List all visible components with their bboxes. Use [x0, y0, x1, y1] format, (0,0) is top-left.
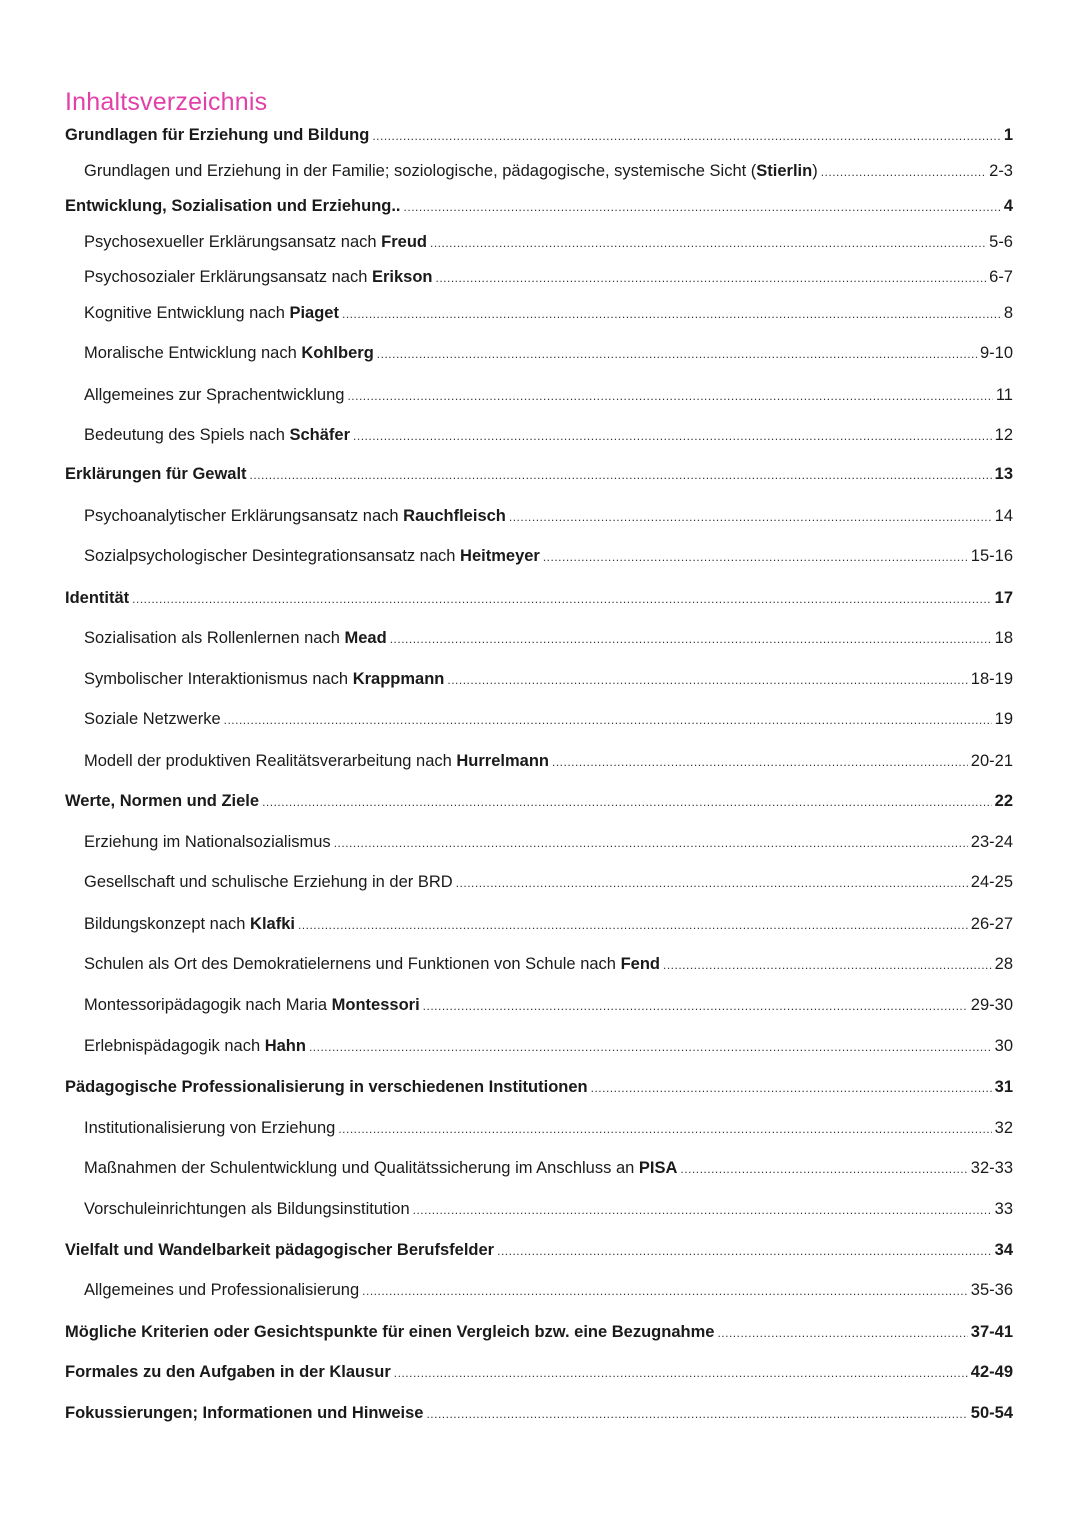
toc-page-number: 6-7	[989, 268, 1013, 286]
toc-page-number: 22	[994, 792, 1013, 810]
toc-entry-text: Mögliche Kriterien oder Gesichtspunkte für einen Vergleich bzw. eine Bezugnahme	[65, 1323, 715, 1341]
toc-entry-author: Schäfer	[289, 426, 351, 444]
toc-chapter-row[interactable]	[65, 792, 1013, 816]
toc-section-row[interactable]	[84, 547, 1013, 571]
toc-dot-leader	[552, 755, 968, 769]
toc-dot-leader	[250, 468, 992, 482]
toc-dot-leader	[334, 836, 968, 850]
toc-dot-leader	[338, 1122, 991, 1136]
toc-entry-title	[84, 670, 444, 689]
toc-dot-leader	[372, 129, 1001, 143]
toc-page-number: 18-19	[970, 670, 1013, 688]
toc-page-number: 37-41	[970, 1323, 1013, 1341]
toc-entry-text: Allgemeines zur Sprachentwicklung	[84, 386, 345, 404]
toc-page-number: 1	[1003, 126, 1013, 144]
toc-entry-title	[84, 833, 331, 852]
toc-entry-title	[84, 426, 350, 445]
toc-entry-text: Formales zu den Aufgaben in der Klausur	[65, 1363, 391, 1381]
toc-entry-text: Sozialpsychologischer Desintegrationsansatz nach	[84, 547, 461, 565]
toc-entry-text: Gesellschaft und schulische Erziehung in der BRD	[84, 873, 453, 891]
toc-section-row[interactable]	[84, 1037, 1013, 1061]
toc-section-row[interactable]	[84, 752, 1013, 776]
toc-dot-leader	[342, 307, 1001, 321]
toc-section-row[interactable]	[84, 915, 1013, 939]
toc-section-row[interactable]	[84, 629, 1013, 653]
toc-entry-title	[84, 507, 506, 526]
toc-section-row[interactable]	[84, 710, 1013, 734]
toc-chapter-row[interactable]	[65, 589, 1013, 613]
toc-entry-title	[84, 1200, 410, 1219]
toc-chapter-row[interactable]	[65, 197, 1013, 221]
toc-page-number: 5-6	[989, 233, 1013, 251]
toc-page-number: 9-10	[979, 344, 1013, 362]
toc-page-number: 18	[994, 629, 1013, 647]
toc-chapter-row[interactable]	[65, 126, 1013, 150]
toc-entry-text: Kognitive Entwicklung nach	[84, 304, 290, 322]
toc-entry-title	[84, 386, 344, 405]
toc-entry-title	[84, 1119, 335, 1138]
toc-entry-author: Mead	[344, 629, 387, 647]
toc-page-number: 24-25	[970, 873, 1013, 891]
toc-page-number: 31	[994, 1078, 1013, 1096]
toc-page-number: 13	[994, 465, 1013, 483]
toc-entry-text: Institutionalisierung von Erziehung	[84, 1119, 336, 1137]
toc-entry-title	[84, 873, 453, 892]
toc-page-number: 14	[994, 507, 1013, 525]
toc-dot-leader	[430, 236, 986, 250]
toc-dot-leader	[423, 999, 968, 1013]
toc-entry-author: Heitmeyer	[460, 547, 540, 565]
toc-dot-leader	[390, 632, 992, 646]
toc-dot-leader	[309, 1040, 992, 1054]
toc-page-number: 50-54	[970, 1404, 1013, 1422]
toc-entry-title	[84, 268, 433, 287]
toc-section-row[interactable]	[84, 1200, 1013, 1224]
toc-page-number: 26-27	[970, 915, 1013, 933]
toc-entry-author: Freud	[381, 233, 427, 251]
toc-page-number: 2-3	[989, 162, 1013, 180]
toc-page-number: 32-33	[970, 1159, 1013, 1177]
toc-entry-title	[84, 629, 387, 648]
toc-entry-author: Montessori	[331, 996, 420, 1014]
toc-entry-text: Sozialisation als Rollenlernen nach	[84, 629, 345, 647]
toc-entry-text: Pädagogische Professionalisierung in verschiedenen Institutionen	[65, 1078, 588, 1096]
toc-entry-text: Montessoripädagogik nach Maria	[84, 996, 332, 1014]
toc-section-row[interactable]	[84, 873, 1013, 897]
toc-entry-title	[65, 126, 369, 145]
toc-entry-author: Fend	[620, 955, 660, 973]
toc-page-number: 33	[994, 1200, 1013, 1218]
toc-page-number: 11	[995, 386, 1013, 404]
toc-entry-author: Piaget	[289, 304, 339, 322]
toc-entry-title	[84, 344, 374, 363]
toc-entry-text: Erlebnispädagogik nach	[84, 1037, 265, 1055]
toc-entry-title	[65, 1363, 391, 1382]
toc-entry-text: Identität	[65, 589, 130, 607]
toc-entry-title	[84, 1159, 677, 1178]
toc-entry-text: Schulen als Ort des Demokratielernens und Funktionen von Schule nach	[84, 955, 621, 973]
toc-entry-text: Werte, Normen und Ziele	[65, 792, 260, 810]
toc-dot-leader	[362, 1284, 968, 1298]
toc-page-number: 34	[994, 1241, 1013, 1259]
toc-page-number: 42-49	[970, 1363, 1013, 1381]
toc-entry-title	[84, 547, 540, 566]
toc-dot-leader	[426, 1407, 967, 1421]
toc-entry-title	[65, 1323, 714, 1342]
toc-page-number: 29-30	[970, 996, 1013, 1014]
toc-entry-text: Psychoanalytischer Erklärungsansatz nach	[84, 507, 404, 525]
toc-entry-text: Entwicklung, Sozialisation und Erziehung..	[65, 197, 401, 215]
toc-page-number: 8	[1003, 304, 1013, 322]
toc-page-number: 17	[994, 589, 1013, 607]
toc-entry-author: Rauchfleisch	[403, 507, 506, 525]
toc-section-row[interactable]	[84, 1281, 1013, 1305]
toc-dot-leader	[377, 347, 977, 361]
toc-entry-title	[84, 233, 427, 252]
toc-section-row[interactable]	[84, 670, 1013, 694]
toc-entry-title	[84, 304, 339, 323]
toc-entry-title	[65, 197, 401, 216]
toc-dot-leader	[717, 1326, 967, 1340]
toc-entry-title	[65, 1078, 588, 1097]
toc-dot-leader	[447, 673, 967, 687]
toc-entry-text: Bildungskonzept nach	[84, 915, 251, 933]
toc-entry-author: Hurrelmann	[456, 752, 549, 770]
toc-page-number: 4	[1003, 197, 1013, 215]
toc-entry-text: Grundlagen für Erziehung und Bildung	[65, 126, 370, 144]
toc-dot-leader	[543, 550, 968, 564]
page-title: Inhaltsverzeichnis	[65, 88, 268, 116]
toc-dot-leader	[353, 429, 992, 443]
toc-section-row[interactable]	[84, 304, 1013, 328]
toc-dot-leader	[298, 918, 968, 932]
toc-page-number: 12	[994, 426, 1013, 444]
toc-entry-title	[84, 955, 660, 974]
toc-chapter-row[interactable]	[65, 1363, 1013, 1387]
toc-entry-title	[65, 465, 247, 484]
toc-section-row[interactable]	[84, 1159, 1013, 1183]
toc-entry-title	[65, 1404, 423, 1423]
toc-entry-author: Kohlberg	[301, 344, 374, 362]
toc-chapter-row[interactable]	[65, 1323, 1013, 1347]
toc-entry-author: PISA	[638, 1159, 678, 1177]
toc-section-row[interactable]	[84, 344, 1013, 368]
toc-dot-leader	[132, 592, 991, 606]
toc-entry-text: Symbolischer Interaktionismus nach	[84, 670, 353, 688]
toc-chapter-row[interactable]	[65, 1078, 1013, 1102]
toc-dot-leader	[224, 713, 992, 727]
toc-entry-author: Stierlin	[756, 162, 813, 180]
toc-entry-title	[84, 1037, 306, 1056]
toc-chapter-row[interactable]	[65, 465, 1013, 489]
toc-entry-author: Hahn	[264, 1037, 306, 1055]
toc-entry-text: Maßnahmen der Schulentwicklung und Qualitätssicherung im Anschluss an	[84, 1159, 639, 1177]
toc-page-number: 30	[994, 1037, 1013, 1055]
toc-dot-leader	[347, 389, 992, 403]
toc-dot-leader	[413, 1203, 992, 1217]
toc-entry-suffix: )	[812, 162, 818, 180]
toc-chapter-row[interactable]	[65, 1404, 1013, 1428]
toc-entry-text: Erziehung im Nationalsozialismus	[84, 833, 331, 851]
toc-section-row[interactable]	[84, 233, 1013, 257]
toc-entry-title	[84, 710, 221, 729]
toc-entry-text: Bedeutung des Spiels nach	[84, 426, 290, 444]
toc-page-number: 19	[994, 710, 1013, 728]
toc-entry-title	[84, 752, 549, 771]
toc-entry-title	[84, 996, 420, 1015]
toc-entry-title	[65, 589, 129, 608]
toc-dot-leader	[680, 1162, 967, 1176]
toc-entry-author: Erikson	[371, 268, 433, 286]
toc-entry-text: Soziale Netzwerke	[84, 710, 221, 728]
toc-dot-leader	[456, 876, 968, 890]
toc-entry-text: Vorschuleinrichtungen als Bildungsinstitution	[84, 1200, 410, 1218]
toc-entry-title	[84, 1281, 359, 1300]
toc-section-row[interactable]	[84, 268, 1013, 292]
toc-entry-text: Modell der produktiven Realitätsverarbeitung nach	[84, 752, 457, 770]
toc-page-number: 15-16	[970, 547, 1013, 565]
toc-entry-author: Klafki	[250, 915, 295, 933]
toc-page-number: 23-24	[970, 833, 1013, 851]
toc-dot-leader	[509, 510, 992, 524]
toc-entry-text: Psychosozialer Erklärungsansatz nach	[84, 268, 372, 286]
toc-entry-author: Krappmann	[352, 670, 445, 688]
toc-entry-text: Erklärungen für Gewalt	[65, 465, 247, 483]
toc-page-number: 35-36	[970, 1281, 1013, 1299]
toc-section-row[interactable]	[84, 955, 1013, 979]
toc-dot-leader	[404, 200, 1001, 214]
toc-entry-text: Vielfalt und Wandelbarkeit pädagogischer Berufsfelder	[65, 1241, 495, 1259]
toc-section-row[interactable]	[84, 1119, 1013, 1143]
toc-dot-leader	[436, 271, 987, 285]
toc-page-number: 28	[994, 955, 1013, 973]
toc-entry-text: Grundlagen und Erziehung in der Familie; soziologische, pädagogische, systemische Sicht (	[84, 162, 757, 180]
toc-section-row[interactable]	[84, 507, 1013, 531]
toc-dot-leader	[497, 1244, 992, 1258]
toc-entry-title	[84, 162, 818, 181]
toc-chapter-row[interactable]	[65, 1241, 1013, 1265]
toc-section-row[interactable]	[84, 386, 1013, 410]
toc-dot-leader	[663, 958, 992, 972]
toc-entry-text: Psychosexueller Erklärungsansatz nach	[84, 233, 382, 251]
toc-dot-leader	[262, 795, 992, 809]
toc-dot-leader	[394, 1366, 968, 1380]
toc-entry-text: Fokussierungen; Informationen und Hinweise	[65, 1404, 424, 1422]
toc-entry-title	[65, 792, 259, 811]
toc-entry-text: Allgemeines und Professionalisierung	[84, 1281, 360, 1299]
toc-entry-title	[65, 1241, 494, 1260]
toc-entry-title	[84, 915, 295, 934]
toc-dot-leader	[821, 165, 986, 179]
toc-page-number: 32	[994, 1119, 1013, 1137]
toc-section-row[interactable]	[84, 426, 1013, 450]
toc-entry-text: Moralische Entwicklung nach	[84, 344, 302, 362]
toc-dot-leader	[591, 1081, 992, 1095]
toc-section-row[interactable]	[84, 996, 1013, 1020]
toc-page-number: 20-21	[970, 752, 1013, 770]
toc-section-row[interactable]	[84, 162, 1013, 186]
toc-section-row[interactable]	[84, 833, 1013, 857]
